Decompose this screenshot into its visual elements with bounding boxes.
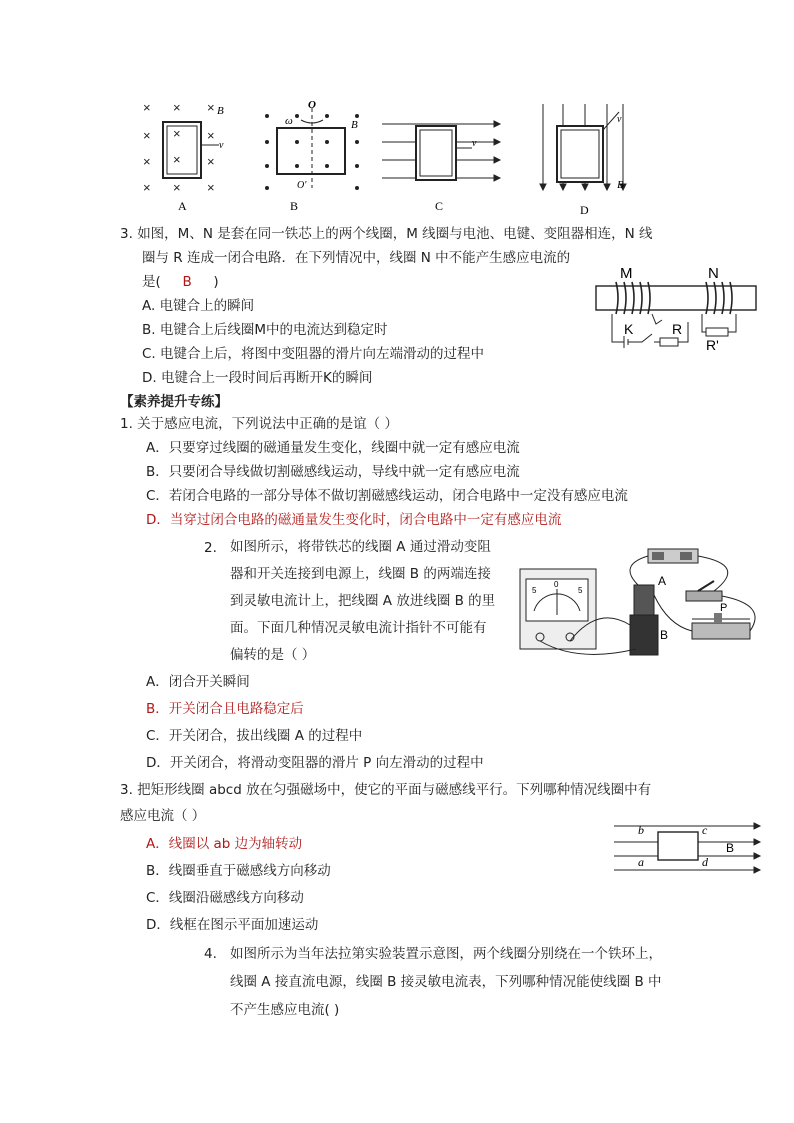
- svg-text:5: 5: [578, 586, 583, 595]
- fig-b-B: B: [351, 119, 358, 131]
- q3-figure-mn-coils: [594, 262, 764, 352]
- fig-b-omega: ω: [285, 115, 293, 127]
- p2-opt-c: C．开关闭合，拔出线圈 A 的过程中: [146, 728, 363, 744]
- q3-num: 3.: [120, 226, 133, 242]
- p3-line1: 3. 把矩形线圈 abcd 放在匀强磁场中，使它的平面与磁感线平行。下列哪种情况线圈中有: [120, 782, 652, 798]
- fig-b-o: O: [308, 99, 316, 111]
- figure-a: [135, 100, 235, 213]
- fig-coil-a: A: [658, 574, 667, 588]
- svg-text:×: ×: [207, 180, 215, 195]
- p3-opt-d: D．线框在图示平面加速运动: [146, 917, 319, 933]
- svg-text:×: ×: [143, 180, 151, 195]
- fig-c-label: C: [435, 199, 444, 213]
- p2-apparatus-figure: [518, 545, 788, 665]
- p1-opt-b: B．只要闭合导线做切割磁感线运动，导线中就一定有感应电流: [146, 464, 520, 480]
- svg-text:5: 5: [532, 586, 537, 595]
- svg-text:×: ×: [143, 128, 151, 143]
- p3-opt-a-answer: A．线圈以 ab 边为轴转动: [146, 836, 303, 852]
- p1-stem: 1. 关于感应电流，下列说法中正确的是谊（ ）: [120, 416, 398, 432]
- section-title: 【素养提升专练】: [120, 394, 228, 410]
- p2-opt-d: D．开关闭合，将滑动变阻器的滑片 P 向左滑动的过程中: [146, 755, 484, 771]
- p1-opt-d-answer: D．当穿过闭合电路的磁通量发生变化时，闭合电路中一定有感应电流: [146, 512, 562, 528]
- fig-r-prime: R': [706, 337, 719, 353]
- svg-text:×: ×: [173, 100, 181, 115]
- p1-opt-a: A．只要穿过线圈的磁通量发生变化，线圈中就一定有感应电流: [146, 440, 520, 456]
- q3-opt-c: C. 电键合上后，将图中变阻器的滑片向左端滑动的过程中: [142, 346, 485, 362]
- svg-text:0: 0: [554, 580, 559, 589]
- figure-b: [257, 98, 367, 213]
- fig-m: M: [620, 265, 633, 282]
- fig-k: K: [624, 321, 634, 337]
- fig-d-corner: d: [702, 855, 708, 869]
- p3-field-figure: [612, 818, 762, 874]
- fig-field-b: B: [726, 841, 735, 855]
- q3-opt-a: A. 电键合上的瞬间: [142, 298, 255, 314]
- svg-text:×: ×: [173, 152, 181, 167]
- fig-d-B: B: [617, 179, 624, 191]
- fig-d-label: D: [580, 203, 589, 217]
- p4-num: 4.: [204, 946, 217, 962]
- p2-opt-b-answer: B．开关闭合且电路稳定后: [146, 701, 304, 717]
- q3-line2: 圈与 R 连成一闭合电路．在下列情况中，线圈 N 中不能产生感应电流的: [142, 250, 571, 266]
- q3-opt-d: D. 电键合上一段时间后再断开K的瞬间: [142, 370, 373, 386]
- p3-line2: 感应电流（ ）: [120, 808, 206, 824]
- svg-text:×: ×: [173, 126, 181, 141]
- fig-a-corner: a: [638, 855, 644, 869]
- svg-text:×: ×: [143, 100, 151, 115]
- svg-text:×: ×: [173, 180, 181, 195]
- q3-text1: 如图，M、N 是套在同一铁芯上的两个线圈，M 线圈与电池、电键、变阻器相连，N 线: [137, 226, 653, 242]
- q3-stem: 是( B ): [142, 274, 219, 290]
- svg-text:×: ×: [143, 154, 151, 169]
- q3-opt-b: B. 电键合上后线圈M中的电流达到稳定时: [142, 322, 388, 338]
- p2-stem: 如图所示，将带铁芯的线圈 A 通过滑动变阻 器和开关连接到电源上，线圈 B 的两端连接 到灵敏电流计上，把线圈 A 放进线圈 B 的里 面。下面几种情况灵敏电流计指针不可能有 偏转的是（ ）: [230, 539, 496, 663]
- fig-n: N: [708, 265, 719, 282]
- p2-opt-a: A．闭合开关瞬间: [146, 674, 250, 690]
- fig-a-B: B: [217, 105, 224, 117]
- svg-text:×: ×: [207, 154, 215, 169]
- fig-a-v: v: [219, 140, 224, 151]
- svg-text:×: ×: [207, 100, 215, 115]
- figure-c: [380, 98, 500, 213]
- p4-stem: 如图所示为当年法拉第实验装置示意图，两个线圈分别绕在一个铁环上， 线圈 A 接直流电源，线圈 B 接灵敏电流表，下列哪种情况能使线圈 B 中 不产生感应电流( ): [230, 946, 662, 1018]
- fig-c-corner: c: [702, 823, 708, 837]
- fig-c-v: v: [472, 138, 477, 149]
- p2-num: 2.: [204, 540, 217, 556]
- q3-answer: B: [182, 274, 192, 290]
- fig-coil-b: B: [660, 628, 669, 642]
- p3-opt-b: B．线圈垂直于磁感线方向移动: [146, 863, 331, 879]
- fig-r: R: [672, 321, 683, 337]
- fig-a-label: A: [178, 199, 187, 213]
- fig-d-v: v: [617, 114, 622, 125]
- fig-slider-p: P: [720, 602, 728, 614]
- p3-opt-c: C．线圈沿磁感线方向移动: [146, 890, 304, 906]
- fig-b-label: B: [290, 199, 299, 213]
- q3-line1: [120, 224, 653, 244]
- figure-d: [533, 98, 633, 216]
- fig-b-o2: O': [297, 180, 307, 191]
- p1-opt-c: C．若闭合电路的一部分导体不做切割磁感线运动，闭合电路中一定没有感应电流: [146, 488, 628, 504]
- svg-text:×: ×: [207, 128, 215, 143]
- fig-b-corner: b: [638, 823, 644, 837]
